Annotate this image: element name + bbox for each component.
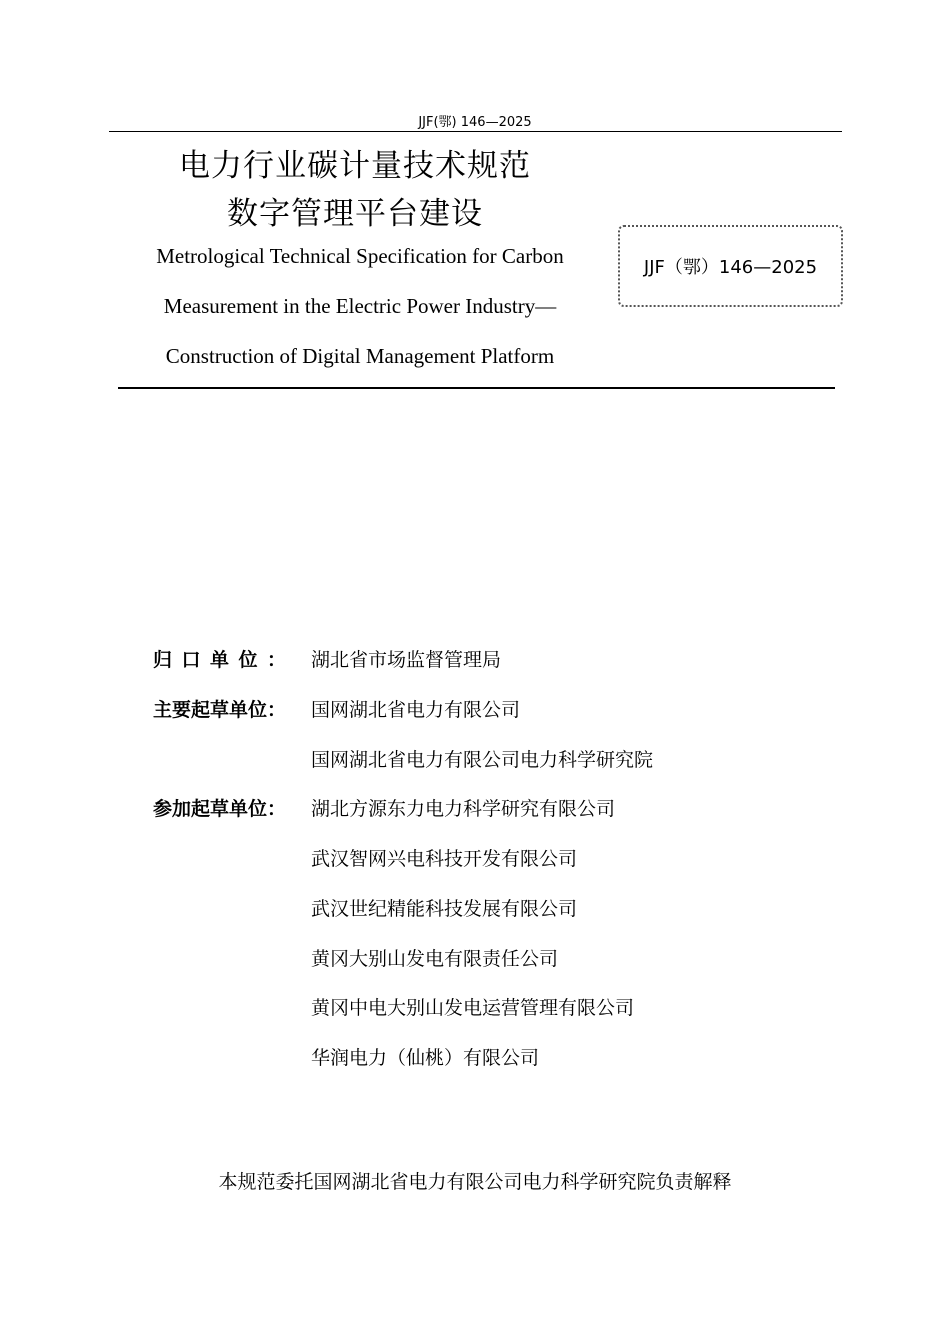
participating-drafting-label: 参加起草单位： [153, 798, 287, 820]
responsible-unit-label: 归口单位： [153, 649, 296, 671]
title-en-line-2: Measurement in the Electric Power Industry— [163, 294, 557, 318]
participating-unit: 武汉世纪精能科技发展有限公司 [311, 898, 578, 920]
participating-unit: 黄冈中电大别山发电运营管理有限公司 [311, 997, 635, 1019]
title-en-line-3: Construction of Digital Management Platform [165, 344, 555, 368]
main-drafting-unit: 国网湖北省电力有限公司 [311, 699, 521, 721]
participating-unit: 武汉智网兴电科技开发有限公司 [311, 848, 578, 870]
header-standard-code: JJF(鄂) 146—2025 [418, 115, 532, 130]
title-cn-line-1: 电力行业碳计量技术规范 [179, 148, 531, 184]
main-drafting-label: 主要起草单位： [153, 699, 287, 721]
main-drafting-unit: 国网湖北省电力有限公司电力科学研究院 [311, 749, 654, 771]
title-en-line-1: Metrological Technical Specification for Carbon [156, 244, 564, 268]
participating-unit: 华润电力（仙桃）有限公司 [311, 1047, 540, 1069]
interpretation-note: 本规范委托国网湖北省电力有限公司电力科学研究院负责解释 [218, 1171, 732, 1193]
participating-unit: 黄冈大别山发电有限责任公司 [311, 948, 559, 970]
standard-code-text: JJF（鄂）146—2025 [643, 257, 818, 278]
title-cn-line-2: 数字管理平台建设 [227, 196, 483, 232]
participating-unit: 湖北方源东力电力科学研究有限公司 [311, 798, 616, 820]
standard-code-box [618, 225, 843, 307]
title-rule [118, 387, 835, 389]
responsible-unit-value: 湖北省市场监督管理局 [311, 649, 502, 671]
header-rule [109, 131, 842, 132]
